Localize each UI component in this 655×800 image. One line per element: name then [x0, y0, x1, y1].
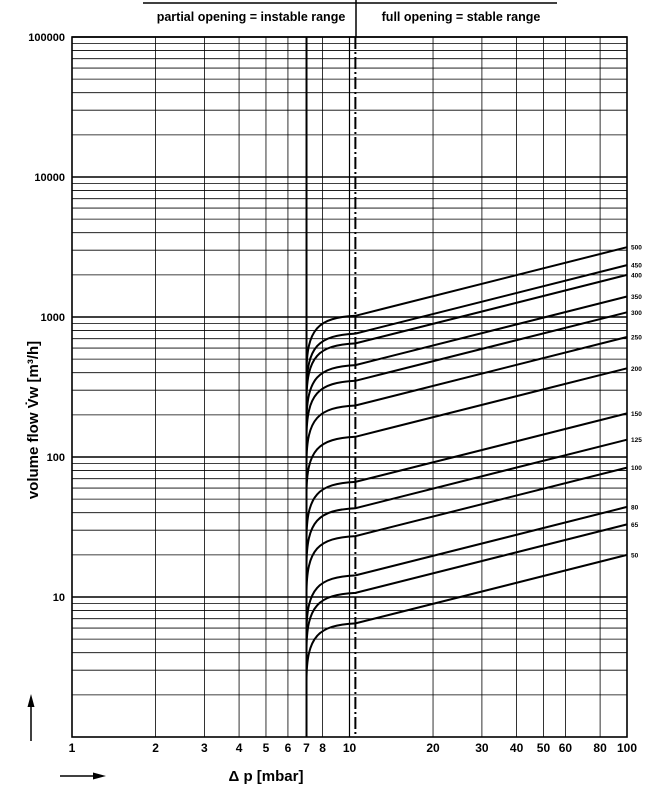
x-tick-label: 60 — [558, 741, 573, 755]
series-label-500: 500 — [631, 244, 642, 252]
x-tick-label: 20 — [426, 741, 440, 755]
y-tick-label: 100 — [46, 452, 65, 464]
y-tick-label: 1000 — [40, 312, 65, 324]
series-label-400: 400 — [631, 272, 642, 280]
x-tick-label: 3 — [201, 741, 208, 755]
series-label-300: 300 — [631, 309, 642, 317]
series-label-450: 450 — [631, 262, 642, 270]
x-tick-label: 40 — [509, 741, 524, 755]
series-label-250: 250 — [631, 334, 642, 342]
series-label-65: 65 — [631, 521, 639, 529]
x-axis-label: Δ p [mbar] — [228, 768, 304, 785]
x-tick-label: 1 — [68, 741, 76, 755]
x-tick-label: 2 — [152, 741, 159, 755]
region-label-full: full opening = stable range — [381, 10, 541, 24]
x-tick-label: 50 — [536, 741, 551, 755]
x-tick-label: 5 — [262, 741, 270, 755]
x-tick-label: 80 — [593, 741, 607, 755]
y-tick-label: 10 — [52, 592, 65, 604]
x-tick-label: 4 — [235, 741, 243, 755]
y-axis-label: volume flow V̇w [m³/h] — [25, 340, 42, 500]
right-arrow-icon — [60, 773, 106, 780]
region-label-partial: partial opening = instable range — [156, 10, 346, 24]
x-tick-label: 30 — [475, 741, 489, 755]
series-label-200: 200 — [631, 365, 642, 373]
series-curve-350 — [307, 297, 628, 695]
y-tick-label: 100000 — [28, 32, 65, 44]
series-label-80: 80 — [631, 504, 639, 512]
series-labels — [631, 245, 642, 560]
series-curve-65 — [307, 524, 628, 695]
series-label-100: 100 — [631, 465, 642, 473]
reference-lines — [307, 37, 356, 737]
series-label-350: 350 — [631, 294, 642, 302]
tick-labels — [28, 32, 637, 755]
series-label-150: 150 — [631, 410, 642, 418]
x-tick-label: 8 — [319, 741, 326, 755]
x-tick-label: 6 — [284, 741, 292, 755]
grid — [72, 37, 627, 737]
x-tick-label: 10 — [342, 741, 357, 755]
series-label-125: 125 — [631, 437, 642, 445]
y-tick-label: 10000 — [34, 172, 65, 184]
x-tick-label: 100 — [616, 741, 638, 755]
up-arrow-icon — [28, 694, 35, 741]
x-tick-label: 7 — [303, 741, 310, 755]
series-label-50: 50 — [631, 552, 639, 560]
